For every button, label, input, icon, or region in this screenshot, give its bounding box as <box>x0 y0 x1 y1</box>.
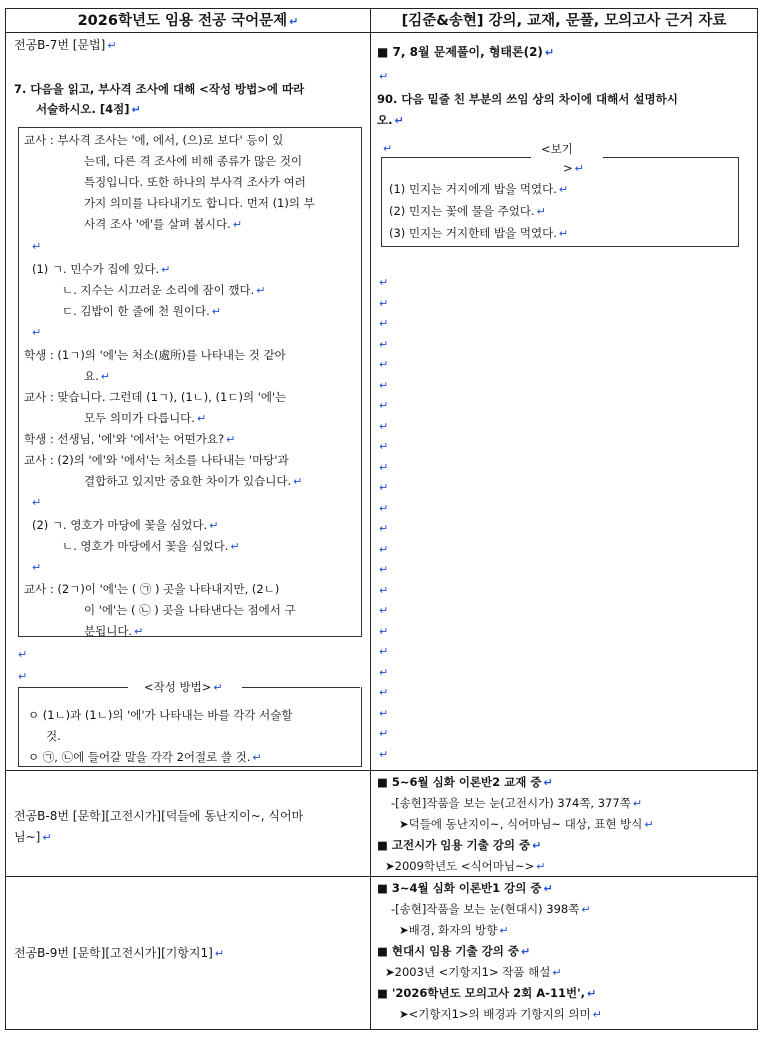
q7-stem-line1: 7. 다음을 읽고, 부사격 조사에 대해 <작성 방법>에 따라 <box>14 82 305 96</box>
q8-ref-line: -[송현]작품을 보는 눈(고전시가) 374쪽, 377쪽 ↵ <box>391 796 643 810</box>
method-item: ㅇ (1ㄴ)과 (1ㄴ)의 '에'가 나타내는 바를 각각 서술할 <box>28 708 293 722</box>
q9-ref-line: ➤배경, 화자의 방향 ↵ <box>399 923 509 937</box>
return-mark: ↵ <box>379 563 389 576</box>
header-right: [김준&송현] 강의, 교재, 문풀, 모의고사 근거 자료 <box>371 9 758 33</box>
method-item: ㅇ ㉠, ㉡에 들어갈 말을 각각 2어절로 쓸 것. ↵ <box>28 750 262 764</box>
return-mark: ↵ <box>32 240 42 253</box>
header-row <box>6 9 758 33</box>
dialogue-line: 특징입니다. 또한 하나의 부사격 조사가 여러 <box>84 175 306 189</box>
return-mark: ↵ <box>379 317 389 330</box>
row-q7 <box>6 33 758 771</box>
return-mark: ↵ <box>379 460 389 474</box>
dialogue-line: 는데, 다른 격 조사에 비해 종류가 많은 것이 <box>84 154 303 168</box>
return-mark: ↵ <box>379 296 389 310</box>
q8-ref-line: ■ 고전시가 임용 기출 강의 중 ↵ <box>377 838 542 852</box>
return-mark: ↵ <box>379 665 389 679</box>
q9-question-cell <box>6 877 371 1030</box>
q7-ref-question-line1: 90. 다음 밑줄 친 부분의 쓰임 상의 차이에 대해서 설명하시 <box>377 92 678 106</box>
return-mark: ↵ <box>379 399 389 412</box>
return-mark: ↵ <box>379 645 389 658</box>
q8-reference-cell <box>371 771 758 877</box>
box-title: <보기 <box>541 142 573 156</box>
header-left: 2026학년도 임용 전공 국어문제 ↵ <box>6 9 371 33</box>
example-line: (2) ㄱ. 영호가 마당에 꽃을 심었다. ↵ <box>32 518 219 532</box>
q7-ref-question-line2: 오. ↵ <box>377 113 404 127</box>
dialogue-line: 교사 : 맞습니다. 그런데 (1ㄱ), (1ㄴ), (1ㄷ)의 '에'는 <box>24 390 287 404</box>
q7-reference-cell <box>371 33 758 771</box>
comparison-table <box>5 8 758 1030</box>
return-mark: ↵ <box>379 440 389 453</box>
return-mark: ↵ <box>32 561 42 574</box>
return-mark: ↵ <box>379 501 389 515</box>
dialogue-line: 학생 : 선생님, '에'와 '에서'는 어떤가요? ↵ <box>24 432 236 446</box>
return-mark: ↵ <box>379 419 389 433</box>
example-line: (1) ㄱ. 민수가 집에 있다. ↵ <box>32 262 171 276</box>
dialogue-line: 학생 : (1ㄱ)의 '에'는 처소(處所)를 나타내는 것 같아 <box>24 348 286 362</box>
return-mark: ↵ <box>379 522 389 535</box>
q9-ref-line: ➤2003년 <기항지1> 작품 해설 ↵ <box>385 965 562 979</box>
dialogue-line: 이 '에'는 ( ㉡ ) 곳을 나타낸다는 점에서 구 <box>84 603 296 617</box>
row-q9 <box>6 877 758 1030</box>
return-mark: ↵ <box>379 337 389 351</box>
return-mark: ↵ <box>18 648 28 661</box>
q7-tag: 전공B-7번 [문법] ↵ <box>14 38 117 52</box>
return-mark: ↵ <box>379 378 389 392</box>
return-mark: ↵ <box>379 481 389 494</box>
return-mark: ↵ <box>18 670 28 683</box>
q7-stem-line2: 서술하시오. [4점] ↵ <box>36 102 141 116</box>
q8-tag-line2: 님~] ↵ <box>14 830 52 844</box>
return-mark: ↵ <box>379 358 389 371</box>
dialogue-line: 결합하고 있지만 중요한 차이가 있습니다. ↵ <box>84 474 303 488</box>
dialogue-line: 모두 의미가 다릅니다. ↵ <box>84 411 207 425</box>
dialogue-line: 교사 : (2)의 '에'와 '에서'는 처소를 나타내는 '마당'과 <box>24 453 289 467</box>
example-line: ㄴ. 영호가 마당에서 꽃을 심었다. ↵ <box>62 539 240 553</box>
return-mark: ↵ <box>379 727 389 740</box>
return-mark: ↵ <box>379 583 389 597</box>
q9-ref-line: ■ 3~4월 심화 이론반1 강의 중 ↵ <box>377 881 553 895</box>
q7-ref-title: ■ 7, 8월 문제풀이, 형태론(2) ↵ <box>377 45 555 59</box>
return-mark: ↵ <box>32 326 42 339</box>
example-item: (1) 민지는 거지에게 밥을 먹였다. ↵ <box>389 182 569 196</box>
q9-ref-line: -[송현]작품을 보는 눈(현대시) 398쪽 ↵ <box>391 902 591 916</box>
q9-tag: 전공B-9번 [문학][고전시가][기항지1] ↵ <box>14 946 225 960</box>
return-mark: ↵ <box>379 686 389 699</box>
q8-ref-line: ■ 5~6월 심화 이론반2 교재 중 ↵ <box>377 775 553 789</box>
example-item: (2) 민지는 꽃에 물을 주었다. ↵ <box>389 204 546 218</box>
return-mark: ↵ <box>379 542 389 556</box>
dialogue-line: 가지 의미를 나타내기도 합니다. 먼저 (1)의 부 <box>84 196 315 210</box>
dialogue-line: 사격 조사 '에'를 살펴 봅시다. ↵ <box>84 217 243 231</box>
q8-ref-line: ➤덕들에 동난지이~, 식어마님~ 대상, 표현 방식 ↵ <box>399 817 654 831</box>
dialogue-line: 교사 : 부사격 조사는 '에, 에서, (으)로 보다' 등이 있 <box>24 133 284 147</box>
q8-ref-line: ➤2009학년도 <식어마님~> ↵ <box>385 859 546 873</box>
return-mark: ↵ <box>379 706 389 720</box>
q8-tag-line1: 전공B-8번 [문학][고전시가][덕들에 동난지이~, 식어마 <box>14 809 304 823</box>
return-mark: ↵ <box>32 496 42 509</box>
q9-reference-cell <box>371 877 758 1030</box>
box-title-close: > ↵ <box>563 161 584 175</box>
example-line: ㄴ. 지수는 시끄러운 소리에 잠이 깼다. ↵ <box>62 283 266 297</box>
q9-ref-line: ➤<기항지1>의 배경과 기항지의 의미 ↵ <box>399 1007 602 1021</box>
return-mark: ↵ <box>379 747 389 761</box>
return-mark: ↵ <box>379 70 389 83</box>
method-item: 것. <box>46 729 61 743</box>
method-title: <작성 방법> ↵ <box>144 680 223 694</box>
example-line: ㄷ. 김밥이 한 줄에 천 원이다. ↵ <box>62 304 222 318</box>
q9-ref-line: ■ '2026학년도 모의고사 2회 A-11번', ↵ <box>377 986 597 1000</box>
return-mark: ↵ <box>379 604 389 617</box>
return-mark: ↵ <box>379 624 389 638</box>
return-mark: ↵ <box>379 276 389 289</box>
dialogue-line: 교사 : (2ㄱ)이 '에'는 ( ㉠ ) 곳을 나타내지만, (2ㄴ) <box>24 582 280 596</box>
example-item: (3) 민지는 거지한테 밥을 먹였다. ↵ <box>389 226 569 240</box>
q7-question-cell <box>6 33 371 771</box>
row-q8 <box>6 771 758 877</box>
dialogue-line: 분됩니다. ↵ <box>84 624 144 638</box>
q8-question-cell <box>6 771 371 877</box>
return-mark: ↵ <box>383 142 393 155</box>
dialogue-line: 요. ↵ <box>84 369 110 383</box>
q9-ref-line: ■ 현대시 임용 기출 강의 중 ↵ <box>377 944 531 958</box>
